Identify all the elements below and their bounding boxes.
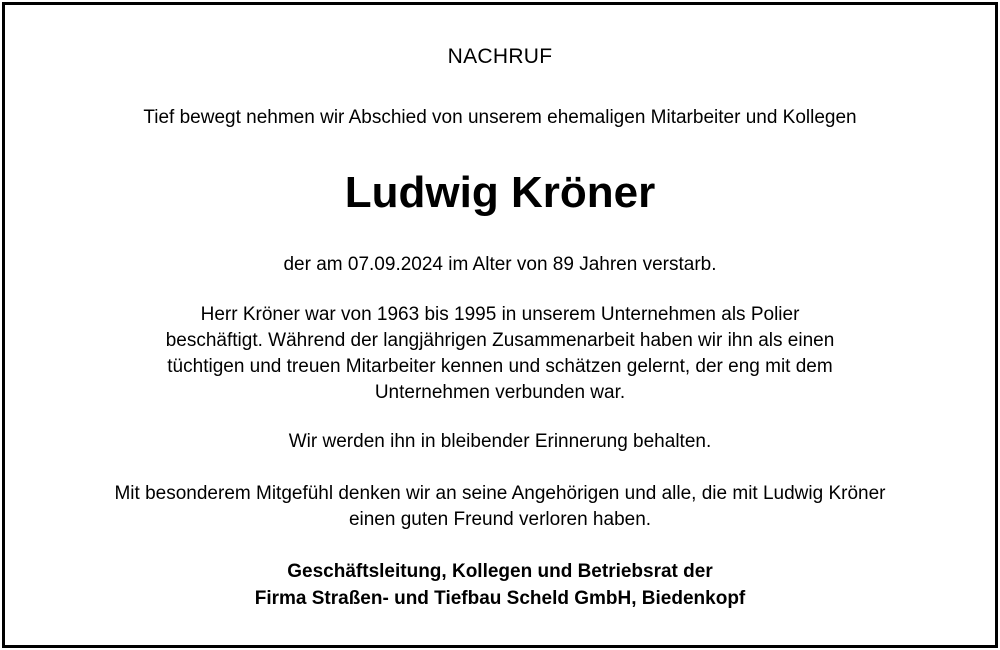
death-date-line: der am 07.09.2024 im Alter von 89 Jahren verstarb. [283,254,717,275]
memory-paragraph [0,429,1000,455]
career-line: Herr Kröner war von 1963 bis 1995 in unserem Unternehmen als Polier [200,304,800,325]
signature-line: Geschäftsleitung, Kollegen und Betriebsrat der [287,561,713,582]
condolence-paragraph [0,481,1000,533]
memory-line: Wir werden ihn in bleibender Erinnerung behalten. [288,431,712,452]
notice-heading: NACHRUF [447,45,553,68]
condolence-line: einen guten Freund verloren haben. [348,509,652,530]
deceased-name: Ludwig Kröner [344,168,656,217]
career-line: tüchtigen und treuen Mitarbeiter kennen und schätzen gelernt, der eng mit dem [167,356,833,377]
career-line: beschäftigt. Während der langjährigen Zusammenarbeit haben wir ihn als einen [165,330,835,351]
condolence-line: Mit besonderem Mitgefühl denken wir an seine Angehörigen und alle, die mit Ludwig Kröner [114,483,886,504]
signature-line: Firma Straßen- und Tiefbau Scheld GmbH, Biedenkopf [254,588,746,609]
career-paragraph [0,302,1000,406]
signature-block [0,558,1000,612]
intro-text: Tief bewegt nehmen wir Abschied von unserem ehemaligen Mitarbeiter und Kollegen [143,107,857,128]
career-line: Unternehmen verbunden war. [374,382,626,403]
